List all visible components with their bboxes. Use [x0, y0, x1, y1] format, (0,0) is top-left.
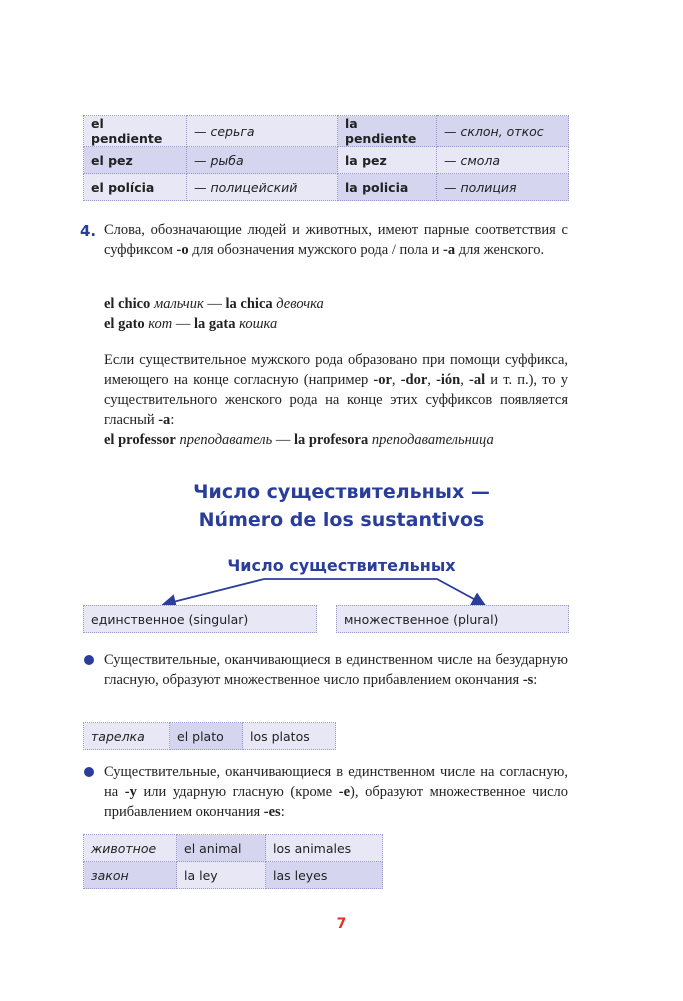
diagram-title: Число существительных — [227, 556, 456, 575]
cell: — смола — [437, 147, 569, 174]
bullet-icon — [84, 655, 94, 665]
table-row — [84, 116, 569, 147]
cell: el pendiente — [84, 116, 187, 147]
bullet1-text: Существительные, оканчивающиеся в единственном числе на безударную гласную, образуют множественное число прибавлением окончания -s: — [104, 652, 568, 688]
singular-box: единственное (singular) — [83, 605, 317, 633]
cell: la policia — [338, 174, 437, 201]
item-number: 4. — [80, 222, 97, 240]
plato-table — [83, 722, 336, 750]
arrow-right — [264, 579, 483, 604]
cell: животное — [84, 835, 177, 862]
arrow-left — [165, 579, 264, 604]
cell: la ley — [177, 862, 266, 889]
cell: — полицейский — [187, 174, 338, 201]
animal-table — [83, 834, 383, 889]
cell: las leyes — [266, 862, 383, 889]
table-row — [84, 835, 383, 862]
page-number: 7 — [336, 916, 347, 932]
table-row — [84, 147, 569, 174]
homonyms-table — [83, 115, 569, 201]
cell: el plato — [170, 723, 243, 750]
cell: el polícia — [84, 174, 187, 201]
plural-box: множественное (plural) — [336, 605, 569, 633]
cell: los animales — [266, 835, 383, 862]
bullet-icon — [84, 767, 94, 777]
cell: los platos — [243, 723, 336, 750]
cell: la pez — [338, 147, 437, 174]
cell: la pendiente — [338, 116, 437, 147]
cell: — полиция — [437, 174, 569, 201]
table-row — [84, 174, 569, 201]
table-row — [84, 723, 336, 750]
bullet2-text: Существительные, оканчивающиеся в единственном числе на согласную, на -y или ударную гласную (кроме -e), образуют множественное число прибавлением окончания -es: — [104, 764, 568, 820]
section4-intro: Слова, обозначающие людей и животных, имеют парные соответствия с суффиксом -o для обозначения мужского рода / пола и -a для женского. — [104, 222, 568, 258]
cell: — склон, откос — [437, 116, 569, 147]
cell: el pez — [84, 147, 187, 174]
cell: закон — [84, 862, 177, 889]
examples: el chico мальчик — la chica девочка el gato кот — la gata кошка — [104, 296, 324, 332]
cell: — серьга — [187, 116, 338, 147]
suffix-paragraph: Если существительное мужского рода образовано при помощи суффикса, имеющего на конце согласную (например -or, -dor, -ión, -al и т. п.), то у существительного женского рода на конце этих суффиксов появляется гласный -a: el professor преподаватель — la profesora преподавательница — [104, 352, 569, 448]
cell: — рыба — [187, 147, 338, 174]
cell: el animal — [177, 835, 266, 862]
cell: тарелка — [84, 723, 170, 750]
section-heading: Число существительных — Número de los sustantivos — [193, 481, 490, 531]
table-row — [84, 862, 383, 889]
